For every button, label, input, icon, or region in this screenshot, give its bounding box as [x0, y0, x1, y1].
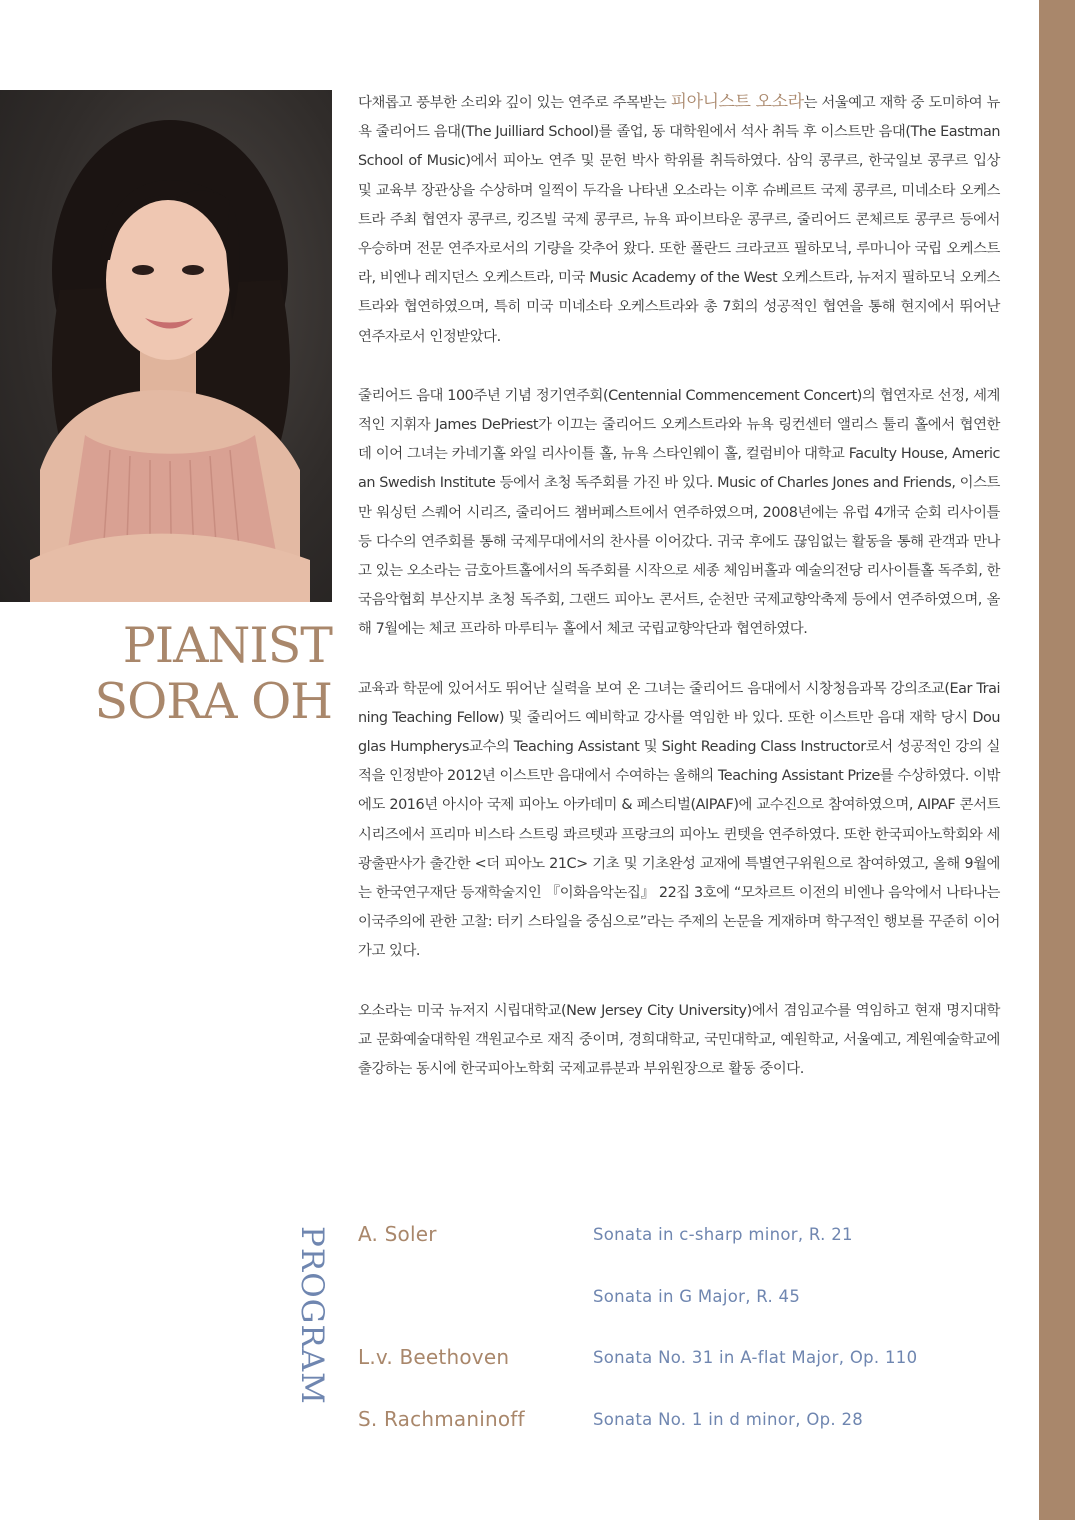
program-row — [358, 1280, 1018, 1342]
program-label: PROGRAM — [294, 1226, 330, 1405]
performer-title — [40, 618, 332, 730]
title-line-2: SORA OH — [94, 673, 332, 730]
program-piece: Sonata No. 31 in A-flat Major, Op. 110 — [593, 1348, 918, 1367]
portrait-photo — [0, 90, 332, 602]
bio-paragraph-4: 오소라는 미국 뉴저지 시립대학교(New Jersey City University)에서 겸임교수를 역임하고 현재 명지대학교 문화예술대학원 객원교수로 재직 중이며, 경희대학교, 국민대학교, 예원학교, 서울예고, 계원예술학교에 출강하는 동시에 한국피아노학회 국제교류분과 부위원장으로 활동 중이다. — [358, 1002, 1000, 1078]
program-piece: Sonata No. 1 in d minor, Op. 28 — [593, 1409, 864, 1429]
bio-p1-prefix: 다채롭고 풍부한 소리와 깊이 있는 연주로 주목받는 — [358, 95, 671, 111]
portrait-illustration — [0, 90, 332, 602]
title-line-1: PIANIST — [122, 617, 332, 674]
program-composer: A. Soler — [358, 1222, 437, 1246]
bio-p1-rest: 는 서울예고 재학 중 도미하여 뉴욕 줄리어드 음대(The Juilliard School)를 졸업, 동 대학원에서 석사 취득 후 이스트만 음대(The Eastman School of Music)에서 피아노 연주 및 문헌 박사 학위를 취득하였다. 삼익 콩쿠르, 한국일보 콩쿠르 입상 및 교육부 장관상을 수상하며 일찍이 두각을 나타낸 오소라는 이후 슈베르트 국제 콩쿠르, 미네소타 오케스트라 주최 협연자 콩쿠르, 킹즈빌 국제 콩쿠르, 뉴욕 파이브타운 콩쿠르, 줄리어드 콘체르토 콩쿠르 등에서 우승하며 전문 연주자로서의 기량을 갖추어 왔다. 또한 폴란드 크라코프 필하모닉, 루마니아 국립 오케스트라, 비엔나 레지던스 오케스트라, 미국 Music Academy of the West 오케스트라, 뉴저지 필하모닉 오케스트라와 협연하였으며, 특히 미국 미네소타 오케스트라와 총 7회의 성공적인 협연을 통해 현지에서 뛰어난 연주자로서 인정받았다. — [358, 95, 1000, 345]
bio-paragraph-2: 줄리어드 음대 100주년 기념 정기연주회(Centennial Commencement Concert)의 협연자로 선정, 세계적인 지휘자 James DePriest가 이끄는 줄리어드 오케스트라와 뉴욕 링컨센터 앨리스 툴리 홀에서 협연한 데 이어 그녀는 카네기홀 와일 리사이틀 홀, 뉴욕 스타인웨이 홀, 컬럼비아 대학교 Faculty House, American Swedish Institute 등에서 초청 독주회를 가진 바 있다. Music of Charles Jones and Friends, 이스트만 워싱턴 스퀘어 시리즈, 줄리어드 챔버페스트에서 연주하였으며, 2008년에는 유럽 4개국 순회 리사이틀 등 다수의 연주회를 통해 국제무대에서의 찬사를 이어갔다. 귀국 후에도 끊임없는 활동을 통해 관객과 만나고 있는 오소라는 금호아트홀에서의 독주회를 시작으로 세종 체임버홀과 예술의전당 리사이틀홀 독주회, 한국음악협회 부산지부 초청 독주회, 그랜드 피아노 콘서트, 순천만 국제교향악축제 등에서 연주하였으며, 올해 7월에는 체코 프라하 마루티누 홀에서 체코 국립교향악단과 협연하였다. — [358, 387, 1000, 638]
program-row — [358, 1341, 1018, 1403]
program-composer: S. Rachmaninoff — [358, 1406, 525, 1431]
program-piece: Sonata in G Major, R. 45 — [593, 1286, 801, 1306]
program-piece: Sonata in c-sharp minor, R. 21 — [593, 1225, 853, 1244]
bio-paragraph-1 — [358, 88, 1000, 352]
program-row — [358, 1218, 1018, 1280]
biography — [358, 88, 1000, 1114]
program-composer: L.v. Beethoven — [358, 1345, 510, 1369]
side-color-bar — [1039, 0, 1075, 1520]
program-list — [358, 1218, 1018, 1464]
bio-paragraph-3: 교육과 학문에 있어서도 뛰어난 실력을 보여 온 그녀는 줄리어드 음대에서 시창청음과목 강의조교(Ear Training Teaching Fellow) 및 줄리어드 예비학교 강사를 역임한 바 있다. 또한 이스트만 음대 재학 당시 Douglas Humpherys교수의 Teaching Assistant 및 Sight Reading Class Instructor로서 성공적인 강의 실적을 인정받아 2012년 이스트만 음대에서 수여하는 올해의 Teaching Assistant Prize를 수상하였다. 이밖에도 2016년 아시아 국제 피아노 아카데미 & 페스티벌(AIPAF)에 교수진으로 참여하였으며, AIPAF 콘서트 시리즈에서 프리마 비스타 스트링 콰르텟과 프랑크의 피아노 퀸텟을 연주하였다. 또한 한국피아노학회와 세광출판사가 출간한 <더 피아노 21C> 기초 및 기초완성 교재에 특별연구위원으로 참여하였고, 올해 9월에는 한국연구재단 등재학술지인 『이화음악논집』 22집 3호에 “모차르트 이전의 비엔나 음악에서 나타나는 이국주의에 관한 고찰: 터키 스타일을 중심으로”라는 주제의 논문을 게재하며 학구적인 행보를 꾸준히 이어가고 있다. — [358, 680, 1000, 960]
program-row — [358, 1403, 1018, 1465]
bio-p1-highlight: 피아니스트 오소라 — [670, 92, 804, 112]
